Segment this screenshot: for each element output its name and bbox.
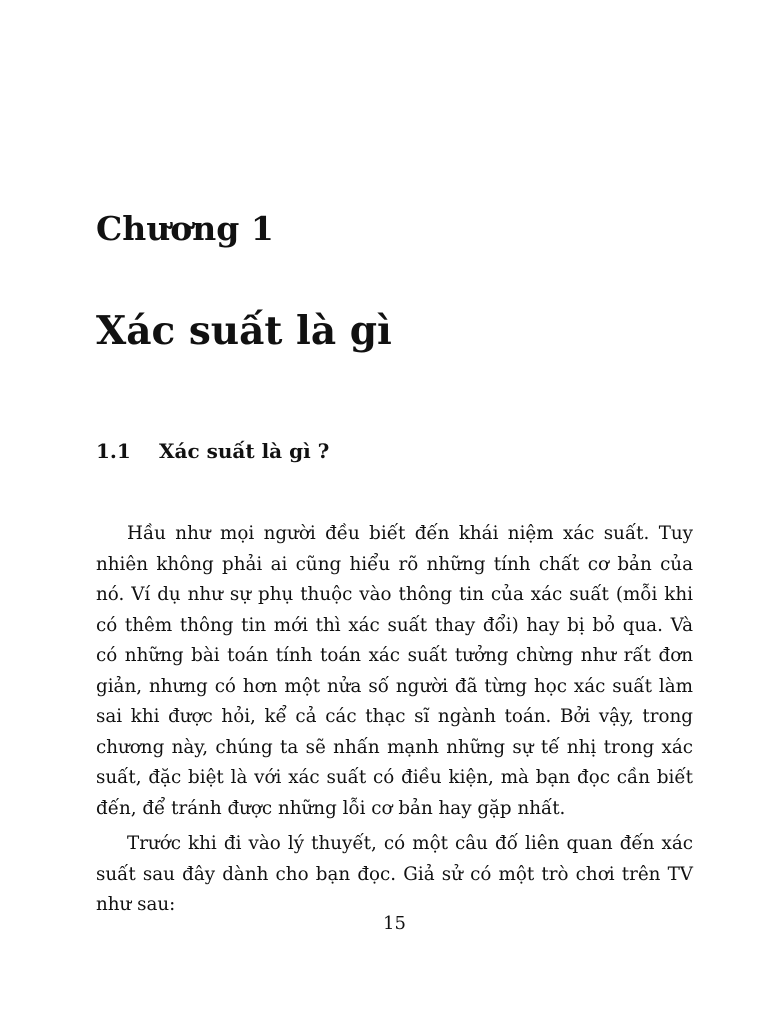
body-text bbox=[96, 519, 693, 926]
section-number: 1.1 bbox=[96, 439, 131, 463]
paragraph: Hầu như mọi người đều biết đến khái niệm xác suất. Tuy nhiên không phải ai cũng hiểu rõ những tính chất cơ bản của nó. Ví dụ như sự phụ thuộc vào thông tin của xác suất (mỗi khi có thêm thông tin mới thì xác suất thay đổi) hay bị bỏ qua. Và có những bài toán tính toán xác suất tưởng chừng như rất đơn giản, nhưng có hơn một nửa số người đã từng học xác suất làm sai khi được hỏi, kể cả các thạc sĩ ngành toán. Bởi vậy, trong chương này, chúng ta sẽ nhấn mạnh những sự tế nhị trong xác suất, đặc biệt là với xác suất có điều kiện, mà bạn đọc cần biết đến, để tránh được những lỗi cơ bản hay gặp nhất. bbox=[96, 523, 693, 819]
book-page bbox=[96, 0, 693, 1024]
chapter-label: Chương 1 bbox=[96, 209, 274, 248]
chapter-title: Xác suất là gì bbox=[96, 308, 392, 354]
paragraph: Trước khi đi vào lý thuyết, có một câu đố liên quan đến xác suất sau đây dành cho bạn đọc. Giả sử có một trò chơi trên TV như sau: bbox=[96, 833, 693, 915]
section-heading bbox=[96, 436, 329, 466]
section-title: Xác suất là gì ? bbox=[159, 439, 330, 463]
page-number: 15 bbox=[383, 913, 406, 934]
